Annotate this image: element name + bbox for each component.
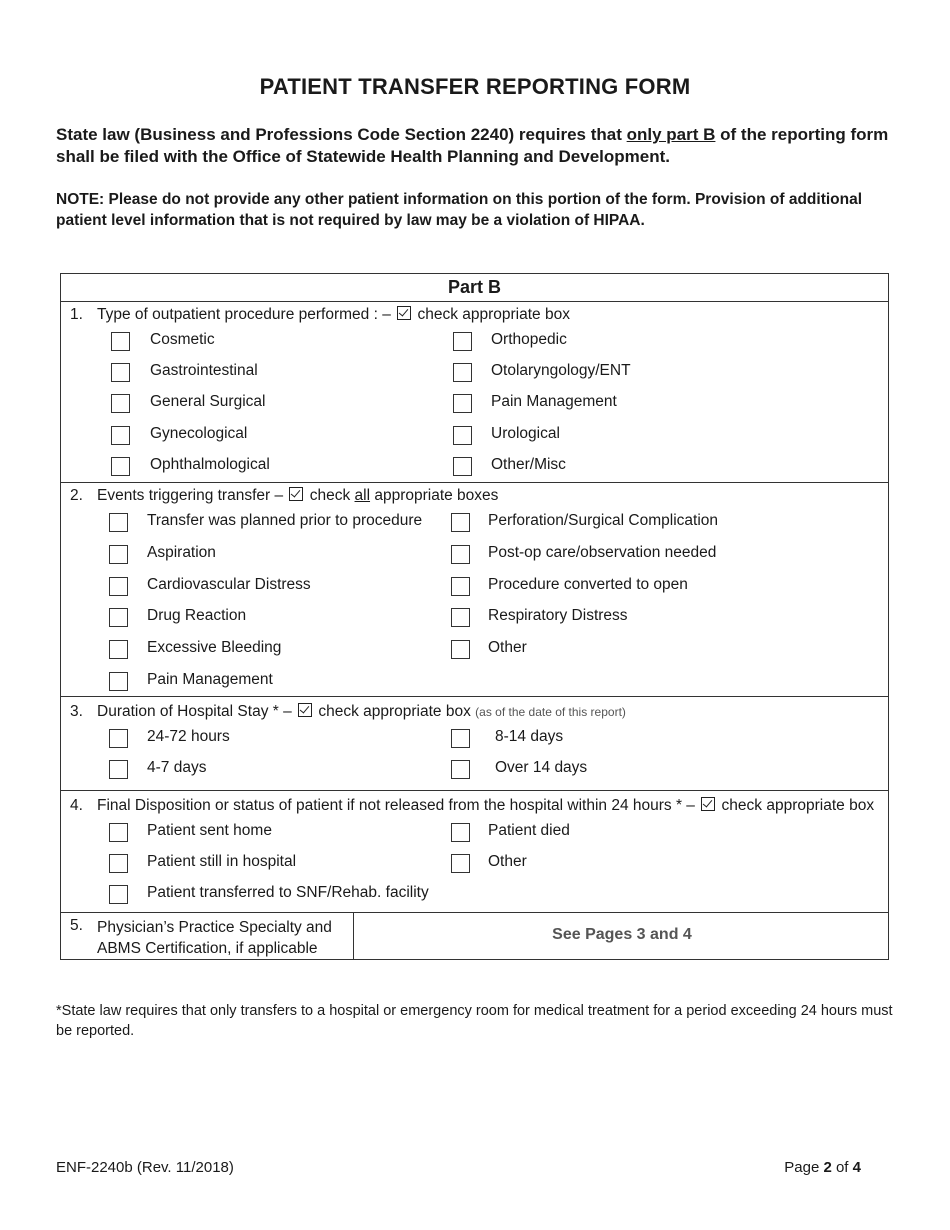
divider: [61, 790, 888, 791]
q1-question: [97, 306, 570, 324]
q2-question: [97, 487, 498, 505]
q1-option-label: Cosmetic: [150, 331, 215, 348]
q4-text-end: check appropriate box: [717, 797, 875, 814]
q4-checkbox-left-0[interactable]: [109, 823, 128, 842]
q1-checkbox-right-4[interactable]: [453, 457, 472, 476]
q1-option-label: Otolaryngology/ENT: [491, 362, 631, 380]
q1-text: Type of outpatient procedure performed : –: [97, 306, 396, 323]
q1-checkbox-right-1[interactable]: [453, 363, 472, 382]
q2-option-label: Transfer was planned prior to procedure: [147, 512, 423, 529]
law-notice-underlined: only part B: [626, 125, 716, 144]
q2-checkbox-left-1[interactable]: [109, 545, 128, 564]
q2-text-end: appropriate boxes: [370, 487, 499, 504]
q2-option-label: Procedure converted to open: [488, 575, 688, 593]
q1-option-label: Ophthalmological: [150, 455, 270, 473]
q1-option-label: Urological: [491, 424, 560, 442]
q3-option-label: 8-14 days: [495, 728, 564, 745]
page-current: 2: [823, 1159, 832, 1176]
law-notice-text-end: of the reporting form shall be filed with the Office of Statewide Health Planning and Development.: [56, 125, 889, 166]
law-notice-text: State law (Business and Professions Code Section 2240) requires that: [56, 125, 627, 144]
q2-checkbox-right-4[interactable]: [451, 640, 470, 659]
q1-checkbox-right-0[interactable]: [453, 332, 472, 351]
q2-text-mid: check: [305, 487, 355, 504]
q4-checkbox-left-2[interactable]: [109, 885, 128, 904]
checkmark-icon: [289, 487, 303, 501]
q2-checkbox-left-0[interactable]: [109, 513, 128, 532]
q1-checkbox-right-3[interactable]: [453, 426, 472, 445]
q3-text-end: check appropriate box: [314, 703, 476, 720]
q1-option-label: Gynecological: [150, 424, 248, 442]
page-label: Page: [784, 1159, 824, 1176]
q3-option-label: 4-7 days: [147, 759, 207, 776]
checkmark-icon: [397, 306, 411, 320]
q1-option-label: Other/Misc: [491, 455, 566, 473]
q1-checkbox-right-2[interactable]: [453, 394, 472, 413]
q3-option-label: 24-72 hours: [147, 728, 230, 745]
page-total: 4: [852, 1159, 861, 1176]
q1-checkbox-left-1[interactable]: [111, 363, 130, 382]
q4-option-label: Other: [488, 853, 527, 870]
q2-option-label: Excessive Bleeding: [147, 639, 282, 657]
q2-option-label: Pain Management: [147, 671, 273, 688]
footnote: *State law requires that only transfers to a hospital or emergency room for medical treatment for a period exceeding 24 hours must be reported.: [56, 1003, 893, 1039]
q3-checkbox-right-1[interactable]: [451, 760, 470, 779]
q4-checkbox-left-1[interactable]: [109, 854, 128, 873]
q4-option-label: Patient still in hospital: [147, 853, 297, 870]
q2-checkbox-left-2[interactable]: [109, 577, 128, 596]
q2-checkbox-left-5[interactable]: [109, 672, 128, 691]
q2-option-label: Drug Reaction: [147, 607, 247, 625]
divider: [61, 482, 888, 483]
q1-option-label: Pain Management: [491, 393, 617, 411]
q1-option-label: Gastrointestinal: [150, 362, 258, 380]
q3-number: 3.: [70, 703, 83, 720]
q2-option-label: Other: [488, 639, 527, 657]
q3-checkbox-right-0[interactable]: [451, 729, 470, 748]
q1-option-label: General Surgical: [150, 393, 266, 411]
q4-option-label: Patient died: [488, 822, 570, 839]
divider: [61, 301, 888, 302]
q2-option-label: Post-op care/observation needed: [488, 543, 717, 561]
hipaa-note: NOTE: Please do not provide any other patient information on this portion of the form. Provision of additional patient level information that is not required by law may be a violation of HIPAA.: [56, 191, 863, 229]
part-b-form: [60, 273, 889, 960]
q2-text: Events triggering transfer –: [97, 487, 288, 504]
q3-text: Duration of Hospital Stay * –: [97, 703, 297, 720]
q4-number: 4.: [70, 797, 83, 814]
q1-checkbox-left-4[interactable]: [111, 457, 130, 476]
q3-question: [97, 703, 626, 721]
form-title: PATIENT TRANSFER REPORTING FORM: [259, 74, 691, 99]
law-notice: [56, 124, 906, 168]
q5-line1: Physician’s Practice Specialty and: [97, 919, 332, 936]
q2-checkbox-right-1[interactable]: [451, 545, 470, 564]
q2-number: 2.: [70, 487, 83, 504]
q2-checkbox-left-4[interactable]: [109, 640, 128, 659]
see-pages-note: See Pages 3 and 4: [552, 926, 692, 943]
part-b-header: Part B: [447, 277, 501, 297]
q4-checkbox-right-0[interactable]: [451, 823, 470, 842]
checkmark-icon: [298, 703, 312, 717]
q2-checkbox-right-3[interactable]: [451, 608, 470, 627]
q3-checkbox-left-0[interactable]: [109, 729, 128, 748]
q5-question: [97, 917, 332, 959]
q2-text-underlined: all: [354, 487, 371, 504]
page-number: [784, 1159, 861, 1176]
q1-number: 1.: [70, 306, 83, 323]
q1-text-end: check appropriate box: [413, 306, 570, 323]
checkmark-icon: [701, 797, 715, 811]
page-of: of: [831, 1159, 853, 1176]
q2-option-label: Perforation/Surgical Complication: [488, 512, 719, 529]
q1-option-label: Orthopedic: [491, 331, 567, 348]
q2-checkbox-right-0[interactable]: [451, 513, 470, 532]
q5-number: 5.: [70, 917, 83, 934]
q2-option-label: Aspiration: [147, 543, 216, 561]
q5-line2: ABMS Certification, if applicable: [97, 940, 318, 957]
q4-option-label: Patient sent home: [147, 822, 272, 839]
q4-checkbox-right-1[interactable]: [451, 854, 470, 873]
q4-text: Final Disposition or status of patient if not released from the hospital within 24 hours * –: [97, 797, 700, 814]
q1-checkbox-left-3[interactable]: [111, 426, 130, 445]
q2-checkbox-right-2[interactable]: [451, 577, 470, 596]
q3-checkbox-left-1[interactable]: [109, 760, 128, 779]
q4-option-label: Patient transferred to SNF/Rehab. facility: [147, 884, 429, 901]
q1-checkbox-left-0[interactable]: [111, 332, 130, 351]
q3-text-note: (as of the date of this report): [475, 705, 626, 719]
q4-question: [97, 797, 874, 815]
q1-checkbox-left-2[interactable]: [111, 394, 130, 413]
divider: [61, 912, 888, 913]
q2-option-label: Respiratory Distress: [488, 607, 628, 625]
q2-option-label: Cardiovascular Distress: [147, 575, 311, 593]
divider: [61, 696, 888, 697]
q2-checkbox-left-3[interactable]: [109, 608, 128, 627]
form-id: ENF-2240b (Rev. 11/2018): [56, 1159, 234, 1176]
q3-option-label: Over 14 days: [495, 759, 588, 776]
